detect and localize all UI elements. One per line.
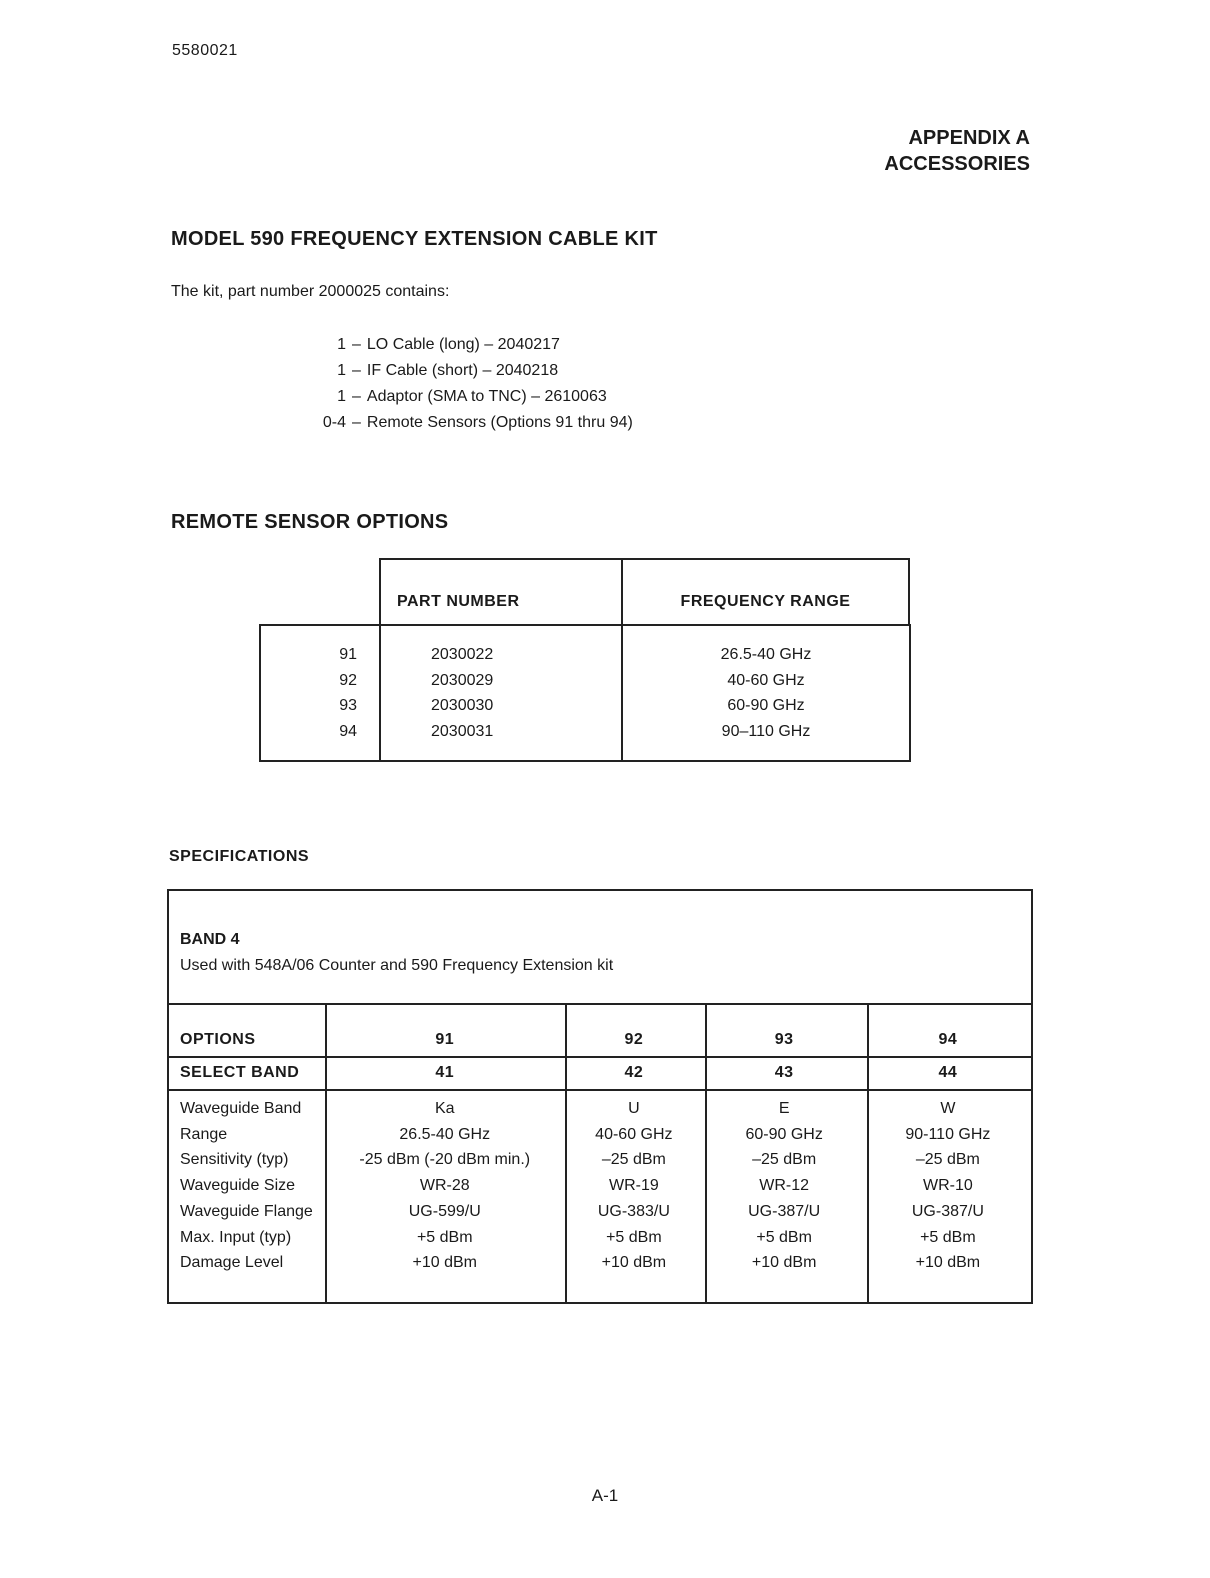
spec-properties	[169, 1096, 1031, 1276]
spec-value: E	[778, 1100, 790, 1117]
kit-item-desc: Adaptor (SMA to TNC) – 2610063	[366, 388, 607, 405]
spec-value: 60-90 GHz	[745, 1125, 823, 1143]
option-91-values	[325, 1096, 564, 1276]
spec-value: -25 dBm (-20 dBm min.)	[359, 1151, 531, 1169]
dash: –	[352, 336, 361, 353]
kit-item	[300, 384, 633, 410]
spec-value: 90-110 GHz	[905, 1125, 991, 1143]
band-number: 43	[774, 1064, 794, 1081]
spec-value: 40-60 GHz	[595, 1125, 673, 1143]
spec-value: +10 dBm	[915, 1254, 981, 1272]
spec-value: +5 dBm	[756, 1228, 812, 1246]
spec-value: W	[940, 1100, 956, 1117]
frequency-range-header: FREQUENCY RANGE	[680, 593, 851, 610]
frequency-range-cell: 26.5-40 GHz	[720, 646, 812, 663]
option-93-values	[704, 1096, 865, 1276]
property-labels	[169, 1096, 325, 1276]
page-number: A-1	[591, 1486, 619, 1505]
property-label: Waveguide Flange	[180, 1202, 313, 1220]
kit-title: MODEL 590 FREQUENCY EXTENSION CABLE KIT	[171, 228, 658, 250]
kit-item-desc: LO Cable (long) – 2040217	[366, 336, 560, 353]
spec-value: WR-12	[759, 1177, 810, 1195]
option-cell: 91	[339, 646, 357, 663]
band-number: 42	[624, 1064, 644, 1081]
spec-value: Ka	[434, 1100, 455, 1117]
spec-value: WR-28	[419, 1177, 470, 1195]
property-label: Damage Level	[180, 1254, 284, 1272]
band-title: BAND 4	[180, 931, 240, 948]
remote-sensor-title: REMOTE SENSOR OPTIONS	[171, 511, 449, 533]
spec-value: +10 dBm	[412, 1254, 477, 1272]
spec-value: +5 dBm	[920, 1228, 976, 1246]
select-band-label: SELECT BAND	[180, 1064, 300, 1081]
options-label: OPTIONS	[180, 1031, 256, 1048]
frequency-range-cell: 60-90 GHz	[727, 697, 805, 714]
spec-value: 26.5-40 GHz	[399, 1125, 491, 1143]
dash: –	[352, 388, 361, 405]
appendix-title: APPENDIX A	[908, 127, 1030, 149]
part-number-cell: 2030022	[431, 646, 494, 663]
band-description: Used with 548A/06 Counter and 590 Frequency Extension kit	[180, 957, 614, 974]
kit-item-desc: IF Cable (short) – 2040218	[366, 362, 559, 379]
part-number-cell: 2030030	[431, 697, 494, 714]
property-label: Sensitivity (typ)	[180, 1151, 289, 1169]
appendix-subtitle: ACCESSORIES	[884, 153, 1030, 175]
dash: –	[352, 414, 361, 431]
option-header: 91	[435, 1031, 455, 1048]
divider	[169, 1056, 1031, 1058]
spec-value: UG-387/U	[748, 1202, 821, 1220]
document-number: 5580021	[172, 42, 238, 59]
spec-value: WR-19	[608, 1177, 659, 1195]
property-label: Range	[180, 1125, 228, 1143]
option-92-values	[564, 1096, 703, 1276]
band-number: 44	[938, 1064, 958, 1081]
specifications-title: SPECIFICATIONS	[169, 848, 310, 865]
kit-item-qty: 1	[337, 388, 346, 405]
spec-value: U	[628, 1100, 640, 1117]
kit-item	[300, 410, 633, 436]
select-band-row	[169, 1064, 1031, 1082]
part-number-header: PART NUMBER	[381, 560, 623, 625]
option-94-values	[865, 1096, 1031, 1276]
kit-item	[300, 332, 633, 358]
frequency-range-cell: 90–110 GHz	[721, 722, 811, 740]
spec-value: UG-599/U	[408, 1202, 481, 1220]
appendix-heading	[884, 125, 1030, 177]
kit-item-qty: 0-4	[322, 414, 346, 431]
specifications-table	[167, 889, 1033, 1304]
divider	[169, 1089, 1031, 1091]
property-label: Waveguide Size	[180, 1177, 296, 1195]
property-label: Max. Input (typ)	[180, 1228, 292, 1246]
spec-value: +10 dBm	[751, 1254, 817, 1272]
spec-value: +5 dBm	[606, 1228, 662, 1246]
options-row	[169, 1031, 1031, 1049]
option-header: 94	[938, 1031, 958, 1048]
spec-value: –25 dBm	[915, 1151, 980, 1169]
spec-value: UG-383/U	[597, 1202, 670, 1220]
band-info	[180, 927, 613, 979]
spec-value: –25 dBm	[601, 1151, 666, 1169]
kit-item	[300, 358, 633, 384]
kit-item-qty: 1	[337, 362, 346, 379]
frequency-range-column	[623, 626, 909, 760]
band-number: 41	[435, 1064, 455, 1081]
kit-item-desc: Remote Sensors (Options 91 thru 94)	[366, 414, 633, 431]
property-label: Waveguide Band	[180, 1100, 302, 1117]
spec-value: +10 dBm	[601, 1254, 667, 1272]
part-number-cell: 2030031	[431, 722, 494, 740]
spec-value: +5 dBm	[416, 1228, 473, 1246]
part-number-column	[381, 626, 623, 760]
frequency-range-cell: 40-60 GHz	[727, 671, 805, 689]
dash: –	[352, 362, 361, 379]
option-cell: 93	[339, 697, 357, 714]
kit-intro: The kit, part number 2000025 contains:	[171, 283, 450, 300]
part-number-cell: 2030029	[431, 671, 494, 689]
remote-sensor-table-header	[379, 558, 910, 625]
option-column	[261, 626, 381, 760]
kit-contents-list	[300, 332, 633, 436]
option-header: 92	[624, 1031, 644, 1048]
spec-value: –25 dBm	[752, 1151, 817, 1169]
kit-item-qty: 1	[337, 336, 346, 353]
spec-value: UG-387/U	[911, 1202, 984, 1220]
divider	[169, 1003, 1031, 1005]
remote-sensor-table-body	[259, 624, 911, 762]
option-header: 93	[774, 1031, 794, 1048]
spec-value: WR-10	[922, 1177, 973, 1195]
option-cell: 94	[339, 722, 357, 740]
option-cell: 92	[339, 671, 357, 689]
